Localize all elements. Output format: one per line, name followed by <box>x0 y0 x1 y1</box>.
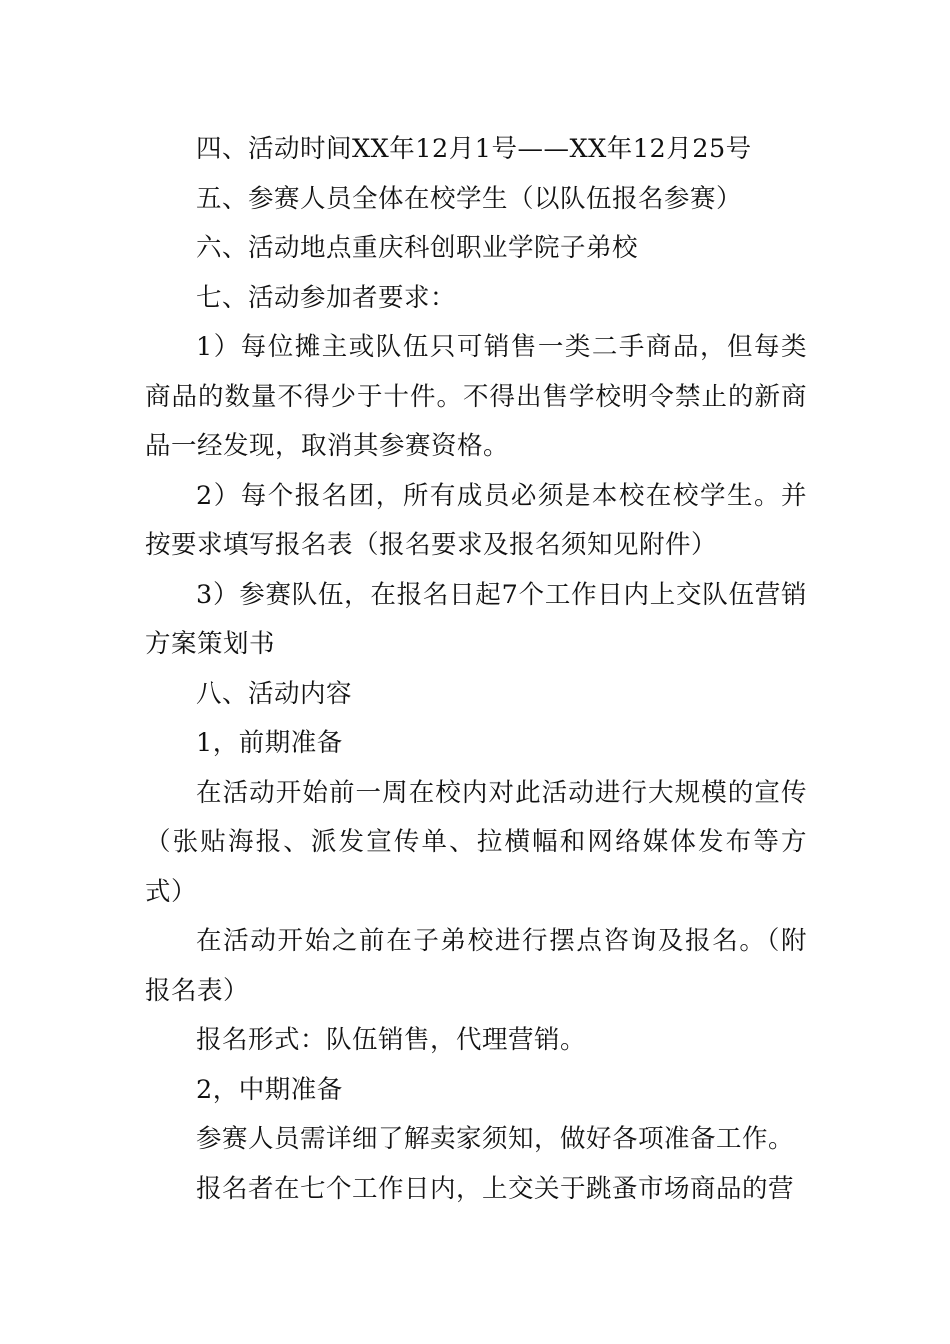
paragraph-activity-time: 四、活动时间XX年12月1号——XX年12月25号 <box>196 134 752 164</box>
paragraph-content-heading: 八、活动内容 <box>196 678 353 709</box>
document-body <box>145 125 807 1214</box>
paragraph-requirements-heading: 七、活动参加者要求： <box>196 282 457 313</box>
paragraph-early-prep-heading: 1，前期准备 <box>196 728 343 758</box>
paragraph-promotion: 在活动开始前一周在校内对此活动进行大规模的宣传（张贴海报、派发宣传单、拉横幅和网络媒体发布等方式） <box>145 777 807 907</box>
paragraph-seller-notice: 参赛人员需详细了解卖家须知，做好各项准备工作。 <box>196 1124 795 1154</box>
paragraph-requirement-2: 2）每个报名团，所有成员必须是本校在校学生。并按要求填写报名表（报名要求及报名须知见附件） <box>145 480 807 560</box>
paragraph-submission: 报名者在七个工作日内，上交关于跳蚤市场商品的营 <box>196 1173 795 1204</box>
paragraph-mid-prep-heading: 2，中期准备 <box>196 1074 343 1105</box>
paragraph-location: 六、活动地点重庆科创职业学院子弟校 <box>196 233 639 263</box>
paragraph-registration-form: 报名形式：队伍销售，代理营销。 <box>196 1025 587 1055</box>
paragraph-registration: 在活动开始之前在子弟校进行摆点咨询及报名。（附报名表） <box>145 926 807 1006</box>
paragraph-requirement-3: 3）参赛队伍，在报名日起7个工作日内上交队伍营销方案策划书 <box>145 579 807 659</box>
paragraph-requirement-1: 1）每位摊主或队伍只可销售一类二手商品，但每类商品的数量不得少于十件。不得出售学校明令禁止的新商品一经发现，取消其参赛资格。 <box>145 332 807 461</box>
paragraph-participants: 五、参赛人员全体在校学生（以队伍报名参赛） <box>196 183 743 214</box>
